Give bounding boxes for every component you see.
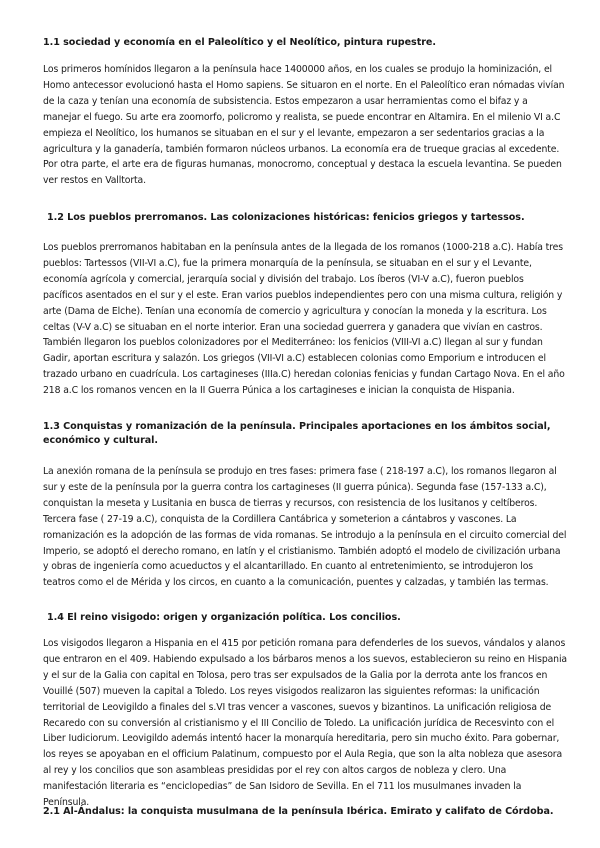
section-body-1-2: Los pueblos prerromanos habitaban en la península antes de la llegada de los romanos (1000-218 a.C). Había tres pueblos: Tartessos (VII-VI a.C), fue la primera monarquía de la península, se situaban en el sur y el Levante, economía agrícola y comercial, jerarquía social y división del trabajo. Los íberos (VI-V a.C), fueron pueblos pacíficos asentados en el sur y el este. Eran varios pueblos independientes pero con una misma cultura, religión y arte (Dama de Elche). Tenían una economía de comercio y agricultura y conocían la moneda y la escritura. Los celtas (V-V a.C) se situaban en el norte interior. Eran una sociedad guerrera y ganadera que vivían en castros. También llegaron los pueblos colonizadores por el Mediterráneo: los fenicios (VIII-VI a.C) llegan al sur y fundan Gadir, aportan escritura y salazón. Los griegos (VII-VI a.C) establecen colonias como Emporium e introducen el trazado urbano en cuadrícula. Los cartagineses (IIIa.C) heredan colonias fenicias y fundan Cartago Nova. En el año 218 a.C los romanos vencen en la II Guerra Púnica a los cartagineses e inician la conquista de Hispania. <box>43 242 565 397</box>
section-heading-1-2: 1.2 Los pueblos prerromanos. Las colonizaciones históricas: fenicios griegos y tartessos. <box>47 212 525 223</box>
section-heading-1-1: 1.1 sociedad y economía en el Paleolítico y el Neolítico, pintura rupestre. <box>43 37 436 48</box>
section-heading-2-1: 2.1 Al-Ándalus: la conquista musulmana de la península Ibérica. Emirato y califato de Córdoba. <box>43 806 554 817</box>
section-body-1-1: Los primeros homínidos llegaron a la península hace 1400000 años, en los cuales se produjo la hominización, el Homo antecessor evolucionó hasta el Homo sapiens. Se situaron en el norte. En el Paleolítico eran nómadas vivían de la caza y tenían una economía de subsistencia. Estos empezaron a usar herramientas como el bifaz y a manejar el fuego. Su arte era zoomorfo, policromo y realista, se puede encontrar en Altamira. En el milenio VI a.C empieza el Neolítico, los humanos se situaban en el sur y el levante, empezaron a ser sedentarios gracias a la agricultura y la ganadería, también formaron núcleos urbanos. La economía era de trueque gracias al excedente. Por otra parte, el arte era de figuras humanas, monocromo, conceptual y destaca la escuela levantina. Se pueden ver restos en Valltorta. <box>43 64 565 187</box>
section-heading-1-4: 1.4 El reino visigodo: origen y organización política. Los concilios. <box>47 612 401 623</box>
section-heading-1-3: 1.3 Conquistas y romanización de la península. Principales aportaciones en los ámbitos social, económico y cultural. <box>43 421 551 446</box>
section-body-1-3: La anexión romana de la península se produjo en tres fases: primera fase ( 218-197 a.C), los romanos llegaron al sur y este de la península por la guerra contra los cartagineses (II guerra púnica). Segunda fase (157-133 a.C), conquistan la meseta y Lusitania en busca de tierras y recursos, con resistencia de los lusitanos y celtíberos. Tercera fase ( 27-19 a.C), conquista de la Cordillera Cantábrica y someterion a cántabros y vascones. La romanización es la adopción de las formas de vida romanas. Se introdujo a la península en el circuito comercial del Imperio, se adoptó el derecho romano, en latín y el cristianismo. También adoptó el modelo de civilización urbana y obras de ingeniería como acueductos y el alcantarillado. En cuanto al entretenimiento, se introdujeron los teatros como el de Mérida y los circos, en cuanto a la comunicación, puentes y calzadas, y también las termas. <box>43 466 567 589</box>
section-body-1-4: Los visigodos llegaron a Hispania en el 415 por petición romana para defenderles de los suevos, vándalos y alanos que entraron en el 409. Habiendo expulsado a los bárbaros menos a los suevos, establecieron su reino en Hispania y el sur de la Galia con capital en Tolosa, pero tras ser expulsados de la Galia por la derrota ante los francos en Vouillé (507) mueven la capital a Toledo. Los reyes visigodos realizaron las siguientes reformas: la unificación territorial de Leovigildo a finales del s.VI tras vencer a vascones, suevos y bizantinos. La unificación religiosa de Recaredo con su conversión al cristianismo y el III Concilio de Toledo. La unificación jurídica de Recesvinto con el Liber Iudiciorum. Leovigildo además intentó hacer la monarquía hereditaria, pero sin mucho éxito. Para gobernar, los reyes se apoyaban en el officium Palatinum, compuesto por el Aula Regia, que son la alta nobleza que asesora al rey y los concilios que son asambleas presididas por el rey con altos cargos de nobleza y clero. Una manifestación literaria es “enciclopedias” de San Isidoro de Sevilla. En el 711 los musulmanes invaden la Península. <box>43 638 567 809</box>
